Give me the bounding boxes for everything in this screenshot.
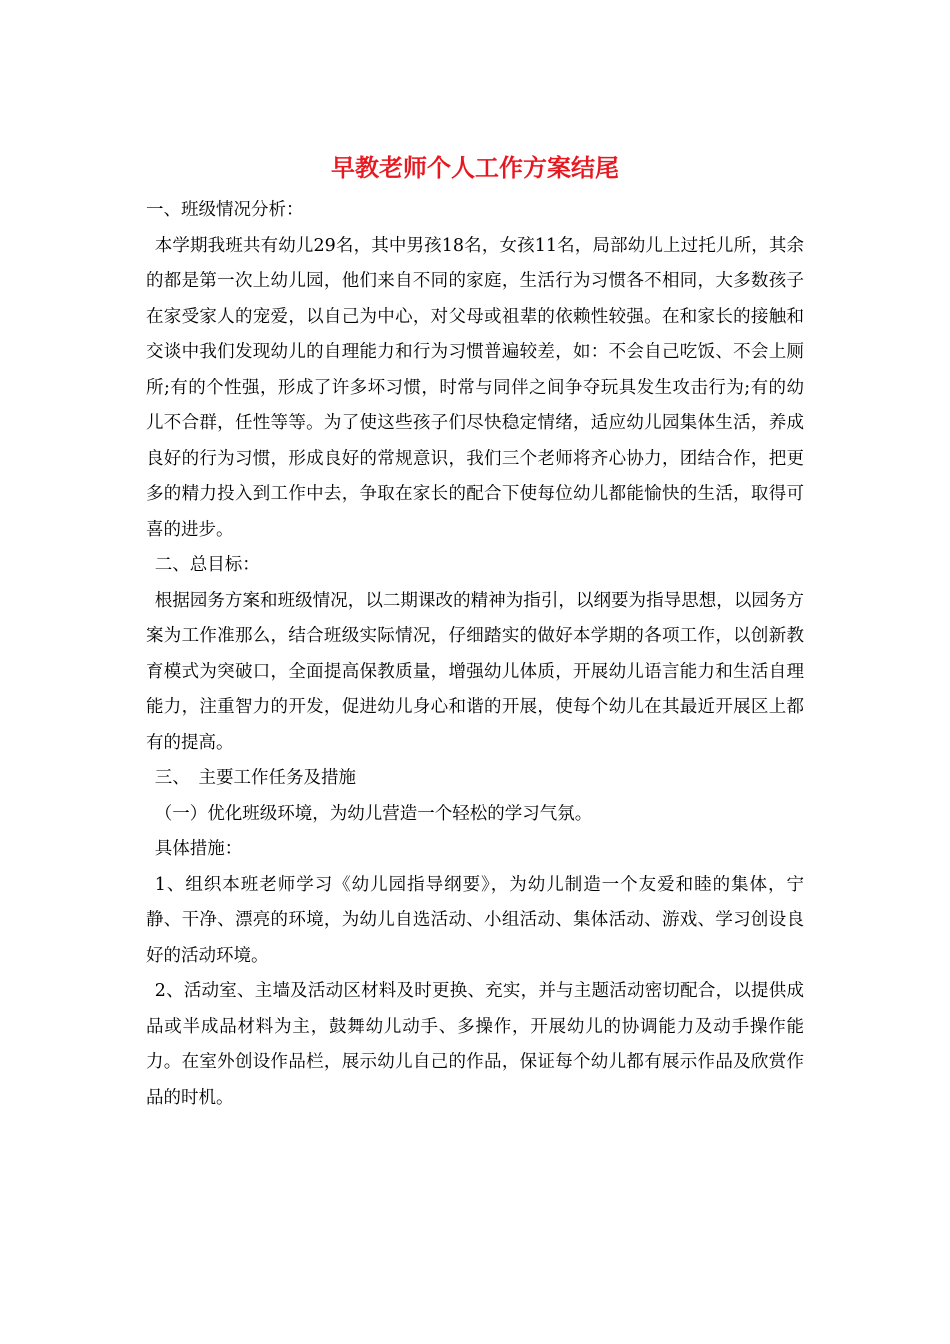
subsection-heading-measures: 具体措施： — [154, 839, 243, 859]
section-heading-main-tasks: 三、 主要工作任务及措施 — [154, 768, 356, 788]
section-heading-class-analysis: 一、班级情况分析： — [146, 200, 304, 220]
list-item-measure-2: 2、活动室、主墙及活动区材料及时更换、充实，并与主题活动密切配合，以提供成品或半成品材料为主，鼓舞幼儿动手、多操作，开展幼儿的协调能力及动手操作能力。在室外创设作品栏，展示幼儿自己的作品，保证每个幼儿都有展示作品及欣赏作品的时机。 — [146, 981, 804, 1108]
document-title: 早教老师个人工作方案结尾 — [331, 153, 619, 182]
paragraph-overall-goal: 根据园务方案和班级情况，以二期课改的精神为指引，以纲要为指导思想，以园务方案为工作准那么，结合班级实际情况，仔细踏实的做好本学期的各项工作，以创新教育模式为突破口，全面提高保教质量，增强幼儿体质，开展幼儿语言能力和生活自理能力，注重智力的开发，促进幼儿身心和谐的开展，使每个幼儿在其最近开展区上都有的提高。 — [146, 590, 804, 753]
document-body — [146, 193, 804, 1116]
list-item-measure-1: 1、组织本班老师学习《幼儿园指导纲要》，为幼儿制造一个友爱和睦的集体，宁静、干净、漂亮的环境，为幼儿自选活动、小组活动、集体活动、游戏、学习创设良好的活动环境。 — [146, 874, 804, 966]
subsection-heading-environment: （一）优化班级环境，为幼儿营造一个轻松的学习气氛。 — [154, 803, 593, 824]
section-heading-overall-goal: 二、总目标： — [154, 555, 260, 575]
paragraph-class-analysis: 本学期我班共有幼儿29名，其中男孩18名，女孩11名，局部幼儿上过托儿所，其余的都是第一次上幼儿园，他们来自不同的家庭，生活行为习惯各不相同，大多数孩子在家受家人的宠爱，以自己为中心，对父母或祖辈的依赖性较强。在和家长的接触和交谈中我们发现幼儿的自理能力和行为习惯普遍较差，如：不会自己吃饭、不会上厕所;有的个性强，形成了许多坏习惯，时常与同伴之间争夺玩具发生攻击行为;有的幼儿不合群，任性等等。为了使这些孩子们尽快稳定情绪，适应幼儿园集体生活，养成良好的行为习惯，形成良好的常规意识，我们三个老师将齐心协力，团结合作，把更多的精力投入到工作中去，争取在家长的配合下使每位幼儿都能愉快的生活，取得可喜的进步。 — [146, 235, 804, 540]
